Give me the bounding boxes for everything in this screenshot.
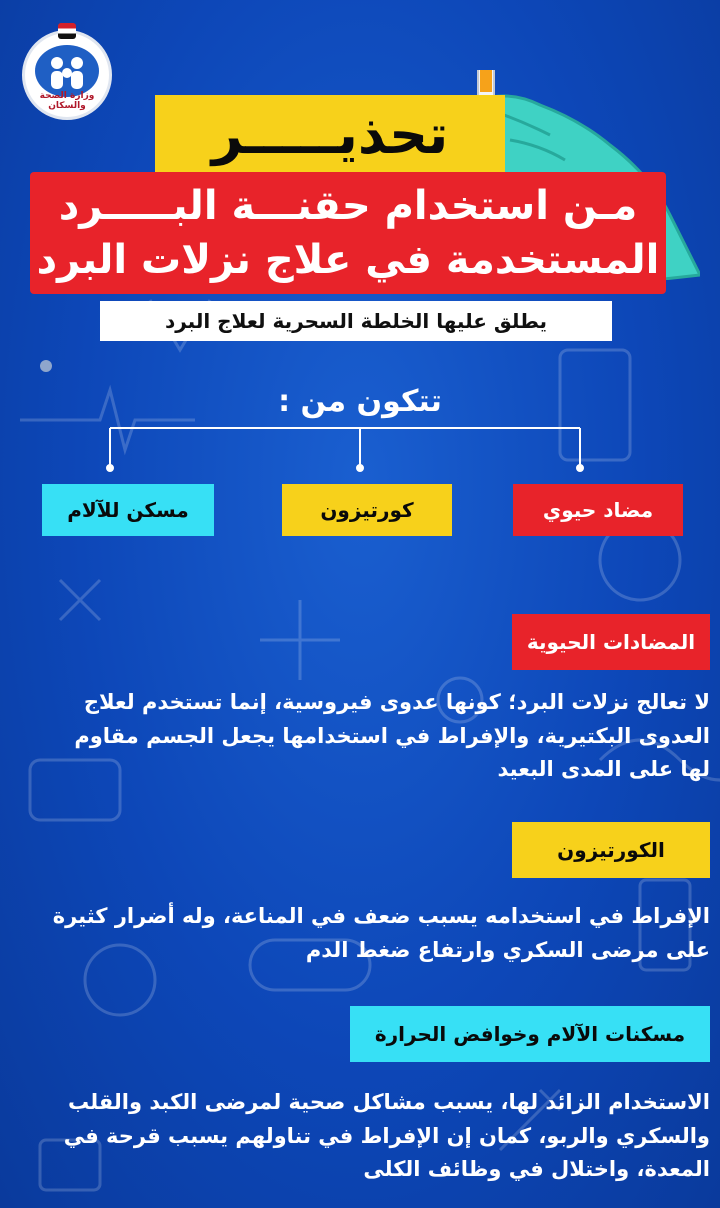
section-antibiotics-heading: المضادات الحيوية bbox=[512, 614, 710, 670]
headline-banner bbox=[30, 172, 666, 294]
section-painkillers-text bbox=[30, 1086, 710, 1187]
family-icon bbox=[35, 45, 99, 97]
text-line: الاستخدام الزائد لها، يسبب مشاكل صحية لمرضى الكبد والقلب bbox=[68, 1090, 710, 1114]
component-painkiller: مسكن للآلام bbox=[42, 484, 214, 536]
text-line: المعدة، واختلال في وظائف الكلى bbox=[363, 1157, 710, 1182]
ministry-logo bbox=[22, 30, 112, 120]
warning-banner: تحذيـــــر bbox=[155, 95, 505, 173]
headline-line-2: المستخدمة في علاج نزلات البرد bbox=[36, 237, 660, 283]
section-antibiotics-text bbox=[30, 686, 710, 787]
component-cortisone: كورتيزون bbox=[282, 484, 452, 536]
text-line: لها على المدى البعيد bbox=[497, 757, 710, 782]
decorative-dot bbox=[40, 360, 52, 372]
section-cortisone-text bbox=[30, 900, 710, 967]
headline-line-1: مـن استخدام حقنـــة البـــــرد bbox=[58, 183, 638, 229]
section-painkillers-heading: مسكنات الآلام وخوافض الحرارة bbox=[350, 1006, 710, 1062]
text-line: الإفراط في استخدامه يسبب ضعف في المناعة، وله أضرار كثيرة bbox=[52, 904, 710, 928]
component-antibiotic: مضاد حيوي bbox=[513, 484, 683, 536]
flag-icon bbox=[58, 23, 76, 39]
composition-connector bbox=[0, 420, 720, 480]
section-cortisone-heading: الكورتيزون bbox=[512, 822, 710, 878]
composition-heading: تتكون من : bbox=[278, 384, 442, 419]
text-line: العدوى البكتيرية، والإفراط في استخدامها يجعل الجسم مقاوم bbox=[74, 723, 710, 748]
text-line: والسكري والربو، كمان إن الإفراط في تناولهم يسبب قرحة في bbox=[63, 1123, 710, 1148]
subtitle-banner: يطلق عليها الخلطة السحرية لعلاج البرد bbox=[100, 301, 612, 341]
text-line: لا تعالج نزلات البرد؛ كونها عدوى فيروسية، إنما تستخدم لعلاج bbox=[83, 690, 710, 714]
logo-caption: وزارة الصحة والسكان bbox=[39, 91, 95, 111]
text-line: على مرضى السكري وارتفاع ضغط الدم bbox=[305, 937, 710, 962]
